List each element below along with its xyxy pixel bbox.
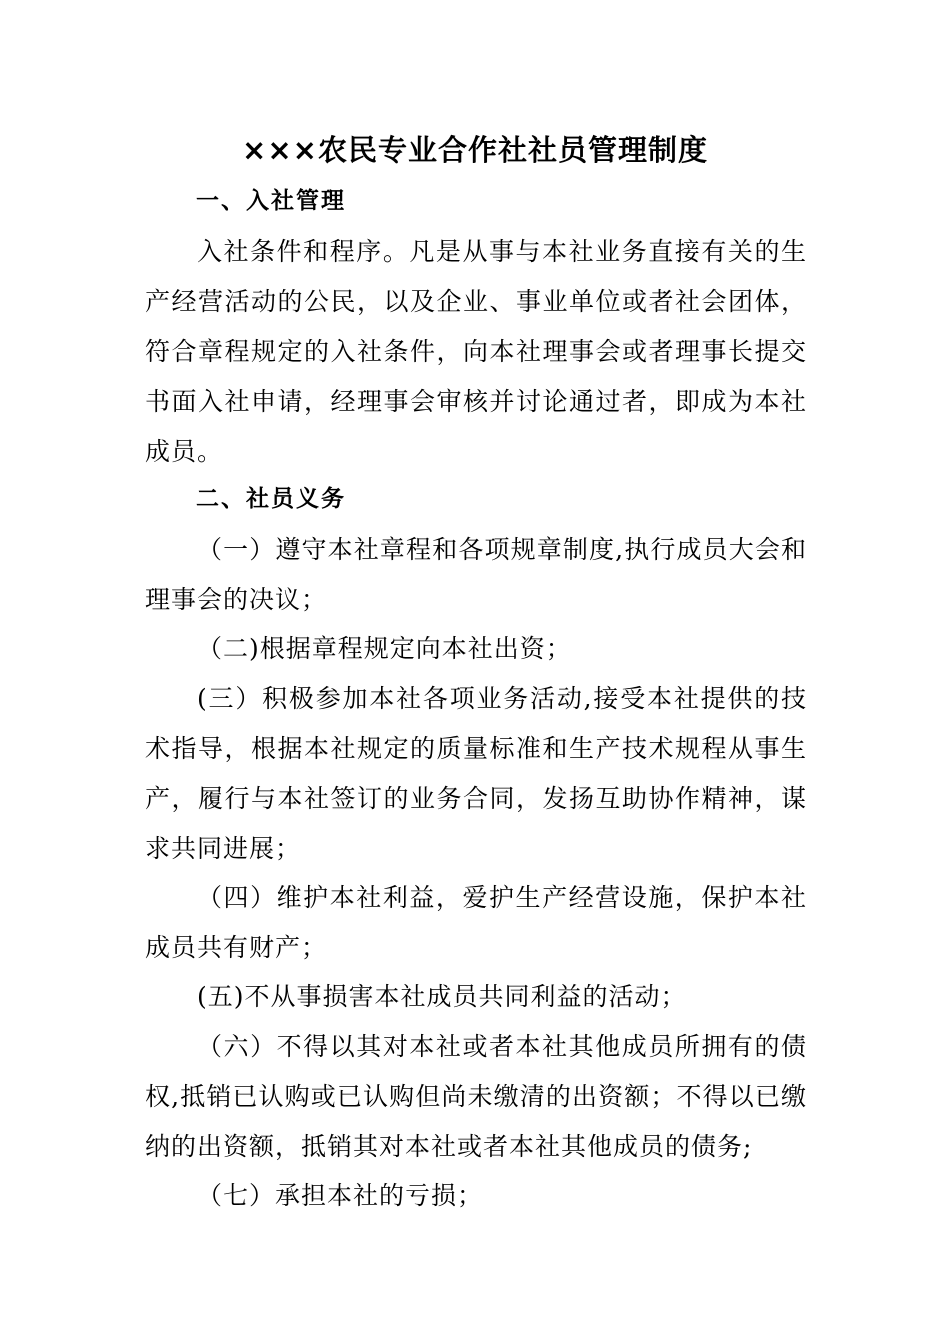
duty-item-7: （七）承担本社的亏损； <box>197 1181 484 1210</box>
section-heading-admission: 一、入社管理 <box>196 188 346 214</box>
duty-item-6: （六）不得以其对本社或者本社其他成员所拥有的债权,抵销已认购或已认购但尚未缴清的出资额；不得以已缴纳的出资额，抵销其对本社或者本社其他成员的债务; <box>145 1032 807 1161</box>
section-heading-member-duties: 二、社员义务 <box>196 486 346 512</box>
duty-item-4: （四）维护本社利益，爱护生产经营设施，保护本社成员共有财产； <box>145 883 807 962</box>
duty-item-1: （一）遵守本社章程和各项规章制度,执行成员大会和理事会的决议； <box>145 535 807 614</box>
duty-item-2: （二)根据章程规定向本社出资； <box>197 634 572 663</box>
paragraph-admission-conditions: 入社条件和程序。凡是从事与本社业务直接有关的生产经营活动的公民，以及企业、事业单位或者社会团体，符合章程规定的入社条件，向本社理事会或者理事长提交书面入社申请，经理事会审核并讨论通过者，即成为本社成员。 <box>145 237 807 466</box>
duty-item-5: (五)不从事损害本社成员共同利益的活动； <box>197 982 687 1011</box>
document-title: ×××农民专业合作社社员管理制度 <box>242 133 708 167</box>
duty-item-3: (三）积极参加本社各项业务活动,接受本社提供的技术指导，根据本社规定的质量标准和生产技术规程从事生产，履行与本社签订的业务合同，发扬互助协作精神，谋求共同进展； <box>145 684 807 863</box>
